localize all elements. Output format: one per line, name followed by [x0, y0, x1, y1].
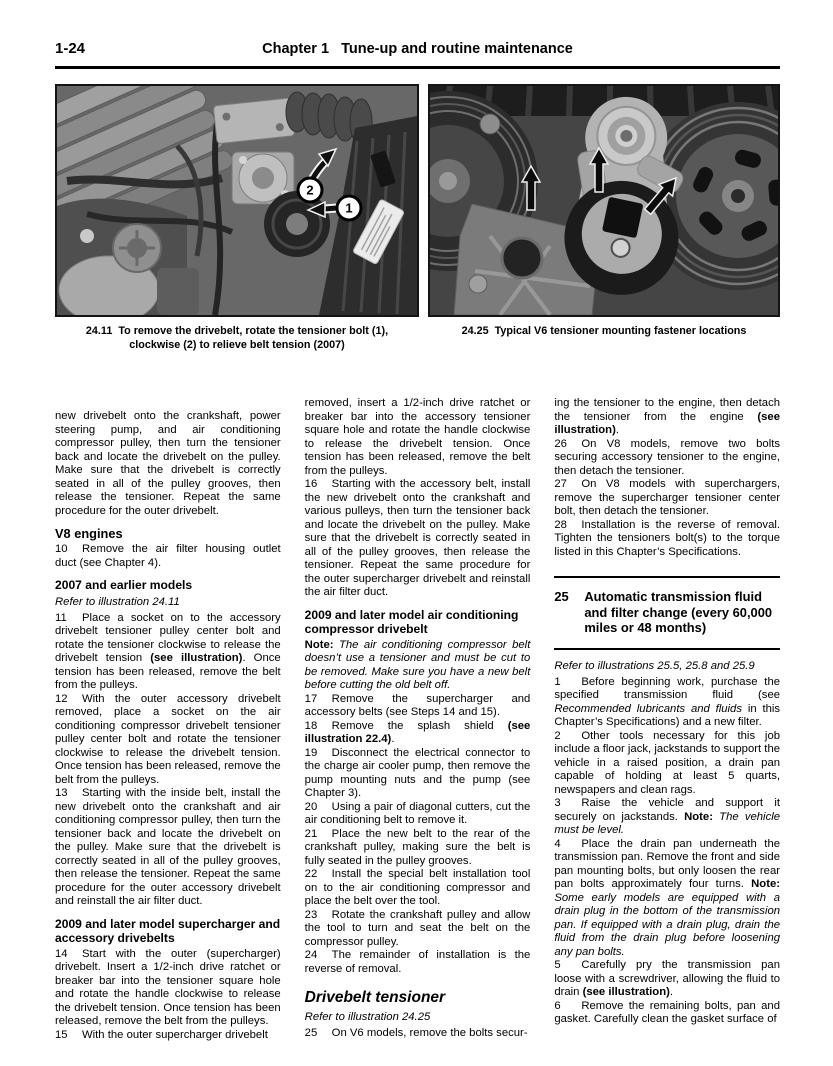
- paragraph: [305, 909, 531, 950]
- step-number: 13: [55, 787, 68, 799]
- svg-text:2: 2: [306, 182, 314, 198]
- paragraph: [305, 868, 531, 909]
- step-number: 4: [554, 837, 561, 850]
- text-run: 2009 and later model air conditioning compressor drivebelt: [304, 607, 519, 636]
- text-run: Note:: [304, 638, 339, 651]
- text-run: Remove the air filter housing outlet duct (see Chapter 4).: [55, 543, 281, 569]
- text-run: (see illustration): [150, 652, 243, 664]
- text-run: Start with the outer (supercharger) drivebelt. Insert a 1/2-inch drive ratchet or breaker bar into the tensioner square hole and rotate the handle clockwise to release the drivebelt tension. Once tension has been released, remove the belt from the pulleys.: [55, 947, 281, 1027]
- paragraph: [554, 397, 780, 438]
- step-number: 1: [554, 675, 561, 688]
- paragraph: [305, 639, 531, 693]
- caption-line: 24.11 To remove the drivebelt, rotate the tensioner bolt (1),: [85, 325, 389, 337]
- heading-model: [305, 608, 531, 637]
- step-number: 17: [304, 692, 318, 705]
- step-number: 10: [55, 543, 68, 555]
- text-run: Starting with the accessory belt, install the new drivebelt onto the crankshaft and various pulleys, then turn the tensioner back and locate the drivebelt on the pulley. Make sure that the drivebelt is correctly seated in all of the pulley grooves, then release the tensioner. Repeat the same procedure for the outer supercharger drivebelt and reinstall the air filter duct.: [304, 478, 531, 598]
- step-number: 25: [304, 1027, 318, 1039]
- text-run: . Once tension has been released, remove the belt from the pulleys.: [55, 652, 281, 691]
- text-run: 2007 and earlier models: [55, 578, 193, 592]
- text-run: V8 engines: [55, 526, 123, 541]
- text-run: (see illustration 22.4): [304, 719, 531, 745]
- step-number: 18: [304, 719, 318, 732]
- text-column-2: [305, 397, 531, 1042]
- text-run: Install the special belt installation tool on to the air conditioning compressor and place the belt over the tool.: [304, 868, 531, 907]
- heading-model: [55, 917, 281, 946]
- text-run: removed, insert a 1/2-inch drive ratchet or breaker bar into the accessory tensioner square hole and rotate the handle clockwise to release the drivebelt tension. Once tension has been released, remove the belt from the pulleys.: [304, 397, 531, 477]
- text-run: 2009 and later model supercharger and accessory drivebelts: [55, 916, 281, 945]
- tensioner-photo: [428, 84, 780, 317]
- section-number: 25: [554, 589, 569, 604]
- page-number: 1-24: [55, 40, 86, 57]
- text-run: Note:: [751, 878, 781, 890]
- step-number: 28: [554, 518, 567, 531]
- engine-bay-illustration: [57, 86, 417, 315]
- page-header: [55, 40, 780, 62]
- step-number: 16: [304, 478, 318, 490]
- text-run: Refer to illustration 24.25: [304, 1011, 431, 1023]
- caption-line: clockwise (2) to relieve belt tension (2007): [129, 338, 345, 351]
- text-run: With the outer accessory drivebelt removed, place a socket on the air conditioning compressor drivebelt tensioner pulley center bolt and rotate the tensioner clockwise to release the drivebelt tension. Once tension has been released, remove the belt from the pulleys.: [55, 692, 281, 786]
- step-number: 14: [55, 947, 68, 960]
- text-run: With the outer supercharger drivebelt: [82, 1028, 268, 1041]
- body-columns: [55, 397, 780, 1042]
- text-column-1: [55, 397, 281, 1042]
- text-run: Refer to illustrations 25.5, 25.8 and 25.9: [554, 659, 755, 672]
- step-number: 3: [554, 797, 561, 809]
- step-number: 21: [304, 827, 318, 840]
- heading-major: [305, 989, 531, 1007]
- text-run: On V8 models with superchargers, remove the supercharger tensioner center bolt, then detach the tensioner.: [554, 478, 781, 517]
- text-run: Some early models are equipped with a drain plug in the bottom of the transmission pan. If equipped with a drain plug, drain the fluid from the drain plug before loosening any pan bolts.: [554, 891, 781, 958]
- step-number: 24: [304, 949, 318, 961]
- paragraph: [554, 519, 780, 560]
- photo-row: [55, 84, 780, 352]
- step-number: 11: [55, 611, 67, 624]
- caption-line: 24.25 Typical V6 tensioner mounting fastener locations: [461, 325, 747, 337]
- tensioner-illustration: [430, 86, 778, 315]
- paragraph: [554, 438, 780, 479]
- paragraph: [305, 397, 531, 478]
- text-run: The remainder of installation is the reverse of removal.: [304, 949, 531, 975]
- heading-sub: [55, 526, 281, 541]
- text-run: Before beginning work, purchase the specified transmission fluid (see: [554, 675, 781, 701]
- paragraph: [554, 1000, 780, 1027]
- text-run: On V8 models, remove two bolts securing accessory tensioner to the engine, then detach the tensioner.: [554, 437, 781, 477]
- text-run: Note:: [684, 810, 720, 823]
- paragraph: [305, 828, 531, 869]
- paragraph: [305, 747, 531, 801]
- paragraph: [55, 1029, 281, 1043]
- paragraph: [55, 948, 281, 1029]
- svg-text:1: 1: [345, 200, 353, 216]
- text-run: Other tools necessary for this job include a floor jack, jackstands to support the vehicle in a raised position, a drain pan capable of holding at least 5 quarts, newspapers and clean rags.: [554, 729, 781, 796]
- text-run: Remove the remaining bolts, pan and gasket. Carefully clean the gasket surface of: [554, 999, 781, 1025]
- text-run: Refer to illustration 24.11: [55, 595, 180, 608]
- callout-2-badge: [298, 178, 322, 202]
- step-number: 27: [554, 478, 567, 490]
- engine-bay-photo: [55, 84, 419, 317]
- step-number: 12: [55, 692, 68, 705]
- paragraph: [305, 478, 531, 600]
- chapter-title: Chapter 1 Tune-up and routine maintenance: [262, 41, 573, 57]
- text-run: new drivebelt onto the crankshaft, power steering pump, and air conditioning compressor pulley, then turn the tensioner back and locate the drivebelt on the pulley. Make sure that the drivebelt is correctly seated in all of the pulley grooves, then release the tensioner. Repeat the same procedure for the outer drivebelt.: [55, 410, 281, 517]
- paragraph: [554, 959, 780, 1000]
- step-number: 26: [554, 437, 567, 450]
- text-run: .: [669, 986, 674, 998]
- text-run: Starting with the inside belt, install the new drivebelt onto the crankshaft and air conditioning compressor pulley, then turn the tensioner back and locate the drivebelt on the pulley. Make sure that the drivebelt is correctly seated in all of the pulley grooves, then release the tensioner. Repeat the same procedure for the outer accessory drivebelt and reinstall the air filter duct.: [55, 787, 281, 907]
- text-run: The air conditioning compressor belt doesn’t use a tensioner and must be cut to be removed. Make sure you have a new belt before cutting the old belt off.: [304, 638, 531, 691]
- text-run: Installation is the reverse of removal. Tighten the tensioners bolt(s) to the torque listed in this Chapter’s Specifications.: [554, 518, 781, 558]
- paragraph: [305, 1027, 531, 1041]
- paragraph: [55, 410, 281, 518]
- step-number: 5: [554, 959, 561, 971]
- text-column-3: [554, 397, 780, 1042]
- heading-model: [55, 578, 281, 593]
- text-run: Carefully pry the transmission pan loose with a screwdriver, allowing the fluid to drain: [554, 959, 781, 998]
- text-run: Rotate the crankshaft pulley and allow the tool to turn and seat the belt on the compressor pulley.: [304, 908, 531, 948]
- text-run: Place the drain pan underneath the transmission pan. Remove the front and side pan mounting bolts, but only loosen the rear pan bolts approximately four turns.: [554, 837, 781, 890]
- text-run: Recommended lubricants and fluids: [554, 702, 742, 715]
- illustration-reference: [55, 595, 281, 609]
- paragraph: [305, 949, 531, 976]
- figure-caption: [428, 325, 780, 339]
- paragraph: [305, 801, 531, 828]
- illustration-reference: [554, 659, 780, 673]
- step-number: 22: [304, 868, 318, 880]
- paragraph: [55, 612, 281, 693]
- step-number: 15: [55, 1028, 68, 1041]
- paragraph: [554, 730, 780, 798]
- paragraph: [305, 693, 531, 720]
- text-run: Raise the vehicle and support it securely on jackstands.: [554, 797, 781, 823]
- text-run: Remove the supercharger and accessory belts (see Steps 14 and 15).: [304, 692, 531, 718]
- paragraph: [554, 838, 780, 960]
- step-number: 6: [554, 999, 561, 1012]
- section-title: Automatic transmission fluid and filter change (every 60,000 miles or 48 months): [584, 589, 773, 635]
- paragraph: [554, 478, 780, 519]
- step-number: 19: [304, 746, 318, 759]
- header-rule: [55, 66, 780, 69]
- figure-24-11: [55, 84, 419, 352]
- figure-24-25: [428, 84, 780, 352]
- step-number: 2: [554, 729, 561, 742]
- text-run: Disconnect the electrical connector to the charge air cooler pump, then remove the pump mounting nuts and the pump (see Chapter 3).: [304, 746, 531, 799]
- paragraph: [305, 720, 531, 747]
- text-run: Drivebelt tensioner: [304, 989, 446, 1006]
- figure-caption: [55, 325, 419, 352]
- paragraph: [554, 676, 780, 730]
- paragraph: [55, 787, 281, 909]
- section-heading: [554, 576, 780, 650]
- callout-1-badge: [337, 196, 361, 220]
- text-run: in this Chapter’s Specifications) and a new filter.: [554, 702, 781, 728]
- text-run: Place the new belt to the rear of the crankshaft pulley, making sure the belt is fully seated in the pulley grooves.: [304, 827, 531, 867]
- text-run: The vehicle must be level.: [554, 810, 781, 836]
- text-run: (see illustration): [554, 410, 781, 436]
- text-run: Remove the splash shield: [331, 719, 508, 732]
- paragraph: [55, 693, 281, 788]
- paragraph: [554, 797, 780, 838]
- text-run: .: [615, 424, 619, 436]
- step-number: 20: [304, 800, 318, 813]
- text-run: Using a pair of diagonal cutters, cut the air conditioning belt to remove it.: [304, 800, 531, 826]
- paragraph: [55, 543, 281, 570]
- text-run: .: [391, 733, 395, 745]
- text-run: (see illustration): [582, 986, 670, 998]
- step-number: 23: [304, 908, 318, 921]
- illustration-reference: [305, 1010, 531, 1024]
- text-run: Place a socket on to the accessory drivebelt tensioner pulley center bolt and rotate the tensioner clockwise to release the drivebelt tension: [55, 611, 281, 664]
- text-run: On V6 models, remove the bolts secur-: [331, 1027, 528, 1039]
- text-run: ing the tensioner to the engine, then detach the tensioner from the engine: [554, 397, 781, 423]
